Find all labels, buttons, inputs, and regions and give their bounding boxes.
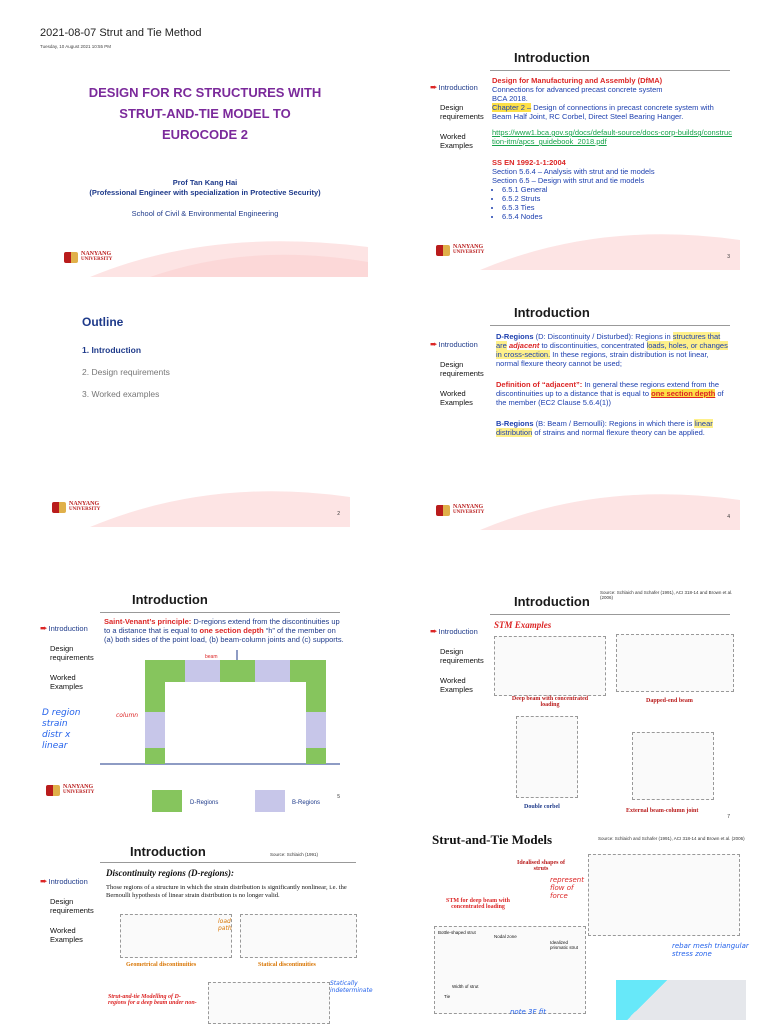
label-nodal: Nodal zone xyxy=(494,934,517,939)
section-text: Those regions of a structure in which the strain distribution is significantly nonlinear, i.e. the Bernoulli hypothesis of linear strain distribution is no longer valid. xyxy=(106,884,347,899)
divider xyxy=(490,614,730,615)
handwritten-note: note 3F fit xyxy=(510,1008,546,1016)
page-title: 2021-08-07 Strut and Tie Method xyxy=(40,27,202,39)
arrow-icon: ➨ xyxy=(430,626,438,636)
school-name: School of Civil & Environmental Engineering xyxy=(131,209,279,218)
slide-body: D-Regions (D: Discontinuity / Disturbed): Regions in structures that are adjacent to discontinuities, concentrated loads, holes, or changes in cross-section. In these regions, strain distribution is not linear, normal flexure theory cannot be used; Definition of “adjacent”: In general these regions extend from the discontinuities up to a distance that is equal to one section depth of the member (EC2 Clause 5.6.4(1)) B-Regions (B: Beam / Bernoulli): Regions in which there is linear distribution of strains and normal flexure theory can be applied. xyxy=(496,332,728,437)
ss-heading: SS EN 1992-1-1:2004 xyxy=(492,158,566,167)
source-note: Source: Schlaich and Schafer (1991), ACI 318-14 and Brown et al. (2006) xyxy=(598,836,745,841)
sidebar-nav xyxy=(40,624,100,702)
legend-d-label: D-Regions xyxy=(190,800,219,806)
double-corbel-figure xyxy=(516,716,578,798)
dfma-heading: Design for Manufacturing and Assembly (DfMA) xyxy=(492,76,663,85)
statical-figure xyxy=(240,914,357,958)
nav-worked[interactable]: Worked Examples xyxy=(440,389,473,407)
frame-diagram xyxy=(100,654,345,768)
list-item: • 6.5.4 Nodes xyxy=(502,212,732,221)
slide-heading: Introduction xyxy=(514,50,590,65)
outline-item[interactable]: 2. Design requirements xyxy=(82,367,170,377)
nav-design[interactable]: Design requirements xyxy=(440,360,484,378)
label-tie: Tie xyxy=(444,994,451,999)
divider xyxy=(100,612,340,613)
page-number: 3 xyxy=(727,254,730,260)
caption: Idealised shapes of struts xyxy=(516,860,565,872)
slide-intro-dfma xyxy=(420,38,740,270)
ntu-logo: NANYANG UNIVERSITY xyxy=(52,501,100,513)
nav-design[interactable]: Design requirements xyxy=(440,647,484,665)
sidebar-nav xyxy=(430,340,490,418)
arrow-icon: ➨ xyxy=(40,876,48,886)
section-heading: Discontinuity regions (D-regions): xyxy=(106,868,235,878)
arrow-icon: ➨ xyxy=(40,623,48,633)
slide-body: Design for Manufacturing and Assembly (DfMA) Connections for advanced precast concrete system BCA 2018. Chapter 2 – Design of connections in precast concrete system with Beam Half Joint, RC Corbel, Direct Steel Bearing Hanger. https://www1.bca.gov.sg/docs/default-source/docs-corp-buildsg/construction-itm/apcs_guidebook_2018.pdf SS EN 1992-1-1:2004 Section 5.6.4 – Analysis with strut and tie models Section 6.5 – Design with strut and tie models • 6.5.1 General • 6.5.2 Struts • 6.5.3 Ties • 6.5.4 Nodes xyxy=(492,76,732,221)
legend-d xyxy=(152,790,182,812)
outline-item[interactable]: 1. Introduction xyxy=(82,345,142,355)
nav-introduction[interactable]: ➨ Introduction xyxy=(40,876,88,886)
arrow-icon: ➨ xyxy=(430,82,438,92)
handwritten-note: rebar mesh triangular stress zone xyxy=(672,942,749,958)
geometric-figure xyxy=(120,914,232,958)
list-item: • 6.5.3 Ties xyxy=(502,203,732,212)
slide-title xyxy=(30,58,368,277)
caption: External beam-column joint xyxy=(626,808,699,814)
nav-worked[interactable]: Worked Examples xyxy=(440,676,473,694)
nav-introduction[interactable]: ➨ Introduction xyxy=(430,626,478,636)
nav-worked[interactable]: Worked Examples xyxy=(440,132,473,150)
label-prismatic: Idealized prismatic strut xyxy=(550,940,579,950)
nav-introduction[interactable]: ➨ Introduction xyxy=(430,339,478,349)
deep-beam-figure xyxy=(494,636,606,696)
page-number: 7 xyxy=(727,814,730,820)
nav-design[interactable]: Design requirements xyxy=(440,103,484,121)
label-bottle: Bottle-shaped strut xyxy=(438,930,476,935)
slide-heading: Introduction xyxy=(130,844,206,859)
deep-beam-stm-figure xyxy=(208,982,330,1024)
outline-item[interactable]: 3. Worked examples xyxy=(82,389,160,399)
decorative-swirl xyxy=(420,470,740,530)
crest-icon xyxy=(436,245,450,256)
handwritten-column: column xyxy=(116,712,139,719)
page-number: 4 xyxy=(727,514,730,520)
source-note: Source: Schlaich and Schafer (1991), ACI 318-14 and Brown et al. (2006) xyxy=(600,590,733,600)
slide-heading: Strut-and-Tie Models xyxy=(432,832,553,847)
nav-design[interactable]: Design requirements xyxy=(50,897,94,915)
divider xyxy=(490,70,730,71)
guidebook-link[interactable]: https://www1.bca.gov.sg/docs/default-source/docs-corp-buildsg/construction-itm/apcs_guidebook_2018.pdf xyxy=(492,128,732,146)
author-name: Prof Tan Kang Hai xyxy=(172,178,238,187)
slide-outline xyxy=(30,287,350,527)
stm-heading: STM Examples xyxy=(494,620,552,630)
triangular-zone xyxy=(616,980,746,1020)
ntu-logo: NANYANG UNIVERSITY xyxy=(436,504,484,516)
list-item: • 6.5.2 Struts xyxy=(502,194,732,203)
sidebar-nav xyxy=(430,627,490,705)
ntu-logo: NANYANG UNIVERSITY xyxy=(436,244,484,256)
author-role: (Professional Engineer with specialization in Protective Security) xyxy=(89,188,321,197)
crest-icon xyxy=(436,505,450,516)
caption: Geometrical discontinuities xyxy=(126,962,197,968)
decorative-swirl xyxy=(420,210,740,270)
slide-heading: Introduction xyxy=(514,594,590,609)
slide-body: Saint-Venant’s principle: D-regions extend from the discontinuities up to a distance that is equal to one section depth “h” of the member on (a) both sides of the point load, (b) beam-column joints and (c) supports. xyxy=(104,617,344,644)
slide-heading: Introduction xyxy=(514,305,590,320)
legend-b-label: B-Regions xyxy=(292,800,321,806)
nav-introduction[interactable]: ➨ Introduction xyxy=(430,82,478,92)
crest-icon xyxy=(46,785,60,796)
slide-heading: Outline xyxy=(82,315,124,329)
timestamp: Tuesday, 10 August 2021 10:55 PM xyxy=(40,44,112,49)
slide-main-title: DESIGN FOR RC STRUCTURES WITH STRUT-AND-TIE MODEL TO EUROCODE 2 xyxy=(88,85,322,142)
handwritten-note: load path xyxy=(218,918,232,932)
slide-heading: Introduction xyxy=(132,592,208,607)
sidebar-nav xyxy=(40,877,100,955)
sidebar-nav xyxy=(430,83,490,161)
caption: STM for deep beam with concentrated loading xyxy=(446,898,510,910)
ntu-logo: NANYANG UNIVERSITY xyxy=(64,251,112,263)
ntu-logo: NANYANG UNIVERSITY xyxy=(46,784,94,796)
slide-saint-venant xyxy=(30,580,350,820)
crest-icon xyxy=(52,502,66,513)
caption: Statical discontinuities xyxy=(258,962,316,968)
dapped-end-figure xyxy=(616,634,734,692)
caption: Deep beam with concentrated loading xyxy=(511,696,589,708)
svg-text:beam: beam xyxy=(205,654,218,660)
strut-shapes-figure xyxy=(588,854,740,936)
handwritten-note: D region strain distr x linear xyxy=(42,708,81,751)
slide-stm-models xyxy=(420,830,760,1024)
nav-introduction[interactable]: ➨ Introduction xyxy=(40,623,88,633)
slide-intro-dregions xyxy=(420,295,740,530)
divider xyxy=(490,325,730,326)
page-number: 5 xyxy=(337,794,340,800)
nav-worked[interactable]: Worked Examples xyxy=(50,673,83,691)
legend-b xyxy=(255,790,285,812)
crest-icon xyxy=(64,252,78,263)
slide-stm-examples xyxy=(420,582,740,822)
nav-worked[interactable]: Worked Examples xyxy=(50,926,83,944)
decorative-swirl xyxy=(30,467,350,527)
handwritten-note: represent flow of force xyxy=(550,876,584,900)
handwritten-note: Statically indeterminate xyxy=(330,980,373,994)
arrow-icon: ➨ xyxy=(430,339,438,349)
caption: Double corbel xyxy=(524,804,560,810)
source-note: Source: Schlaich (1991) xyxy=(270,852,319,857)
slide-discontinuity xyxy=(30,832,373,1024)
label-width: Width of strut xyxy=(452,984,479,989)
divider xyxy=(100,862,356,863)
decorative-swirl xyxy=(30,217,368,277)
page-number: 2 xyxy=(337,511,340,517)
list-item: • 6.5.1 General xyxy=(502,185,732,194)
beam-column-figure xyxy=(632,732,714,800)
nav-design[interactable]: Design requirements xyxy=(50,644,94,662)
caption: Strut-and-tie Modelling of D-regions for a deep beam under non- xyxy=(108,994,197,1006)
caption: Dapped-end beam xyxy=(646,698,693,704)
